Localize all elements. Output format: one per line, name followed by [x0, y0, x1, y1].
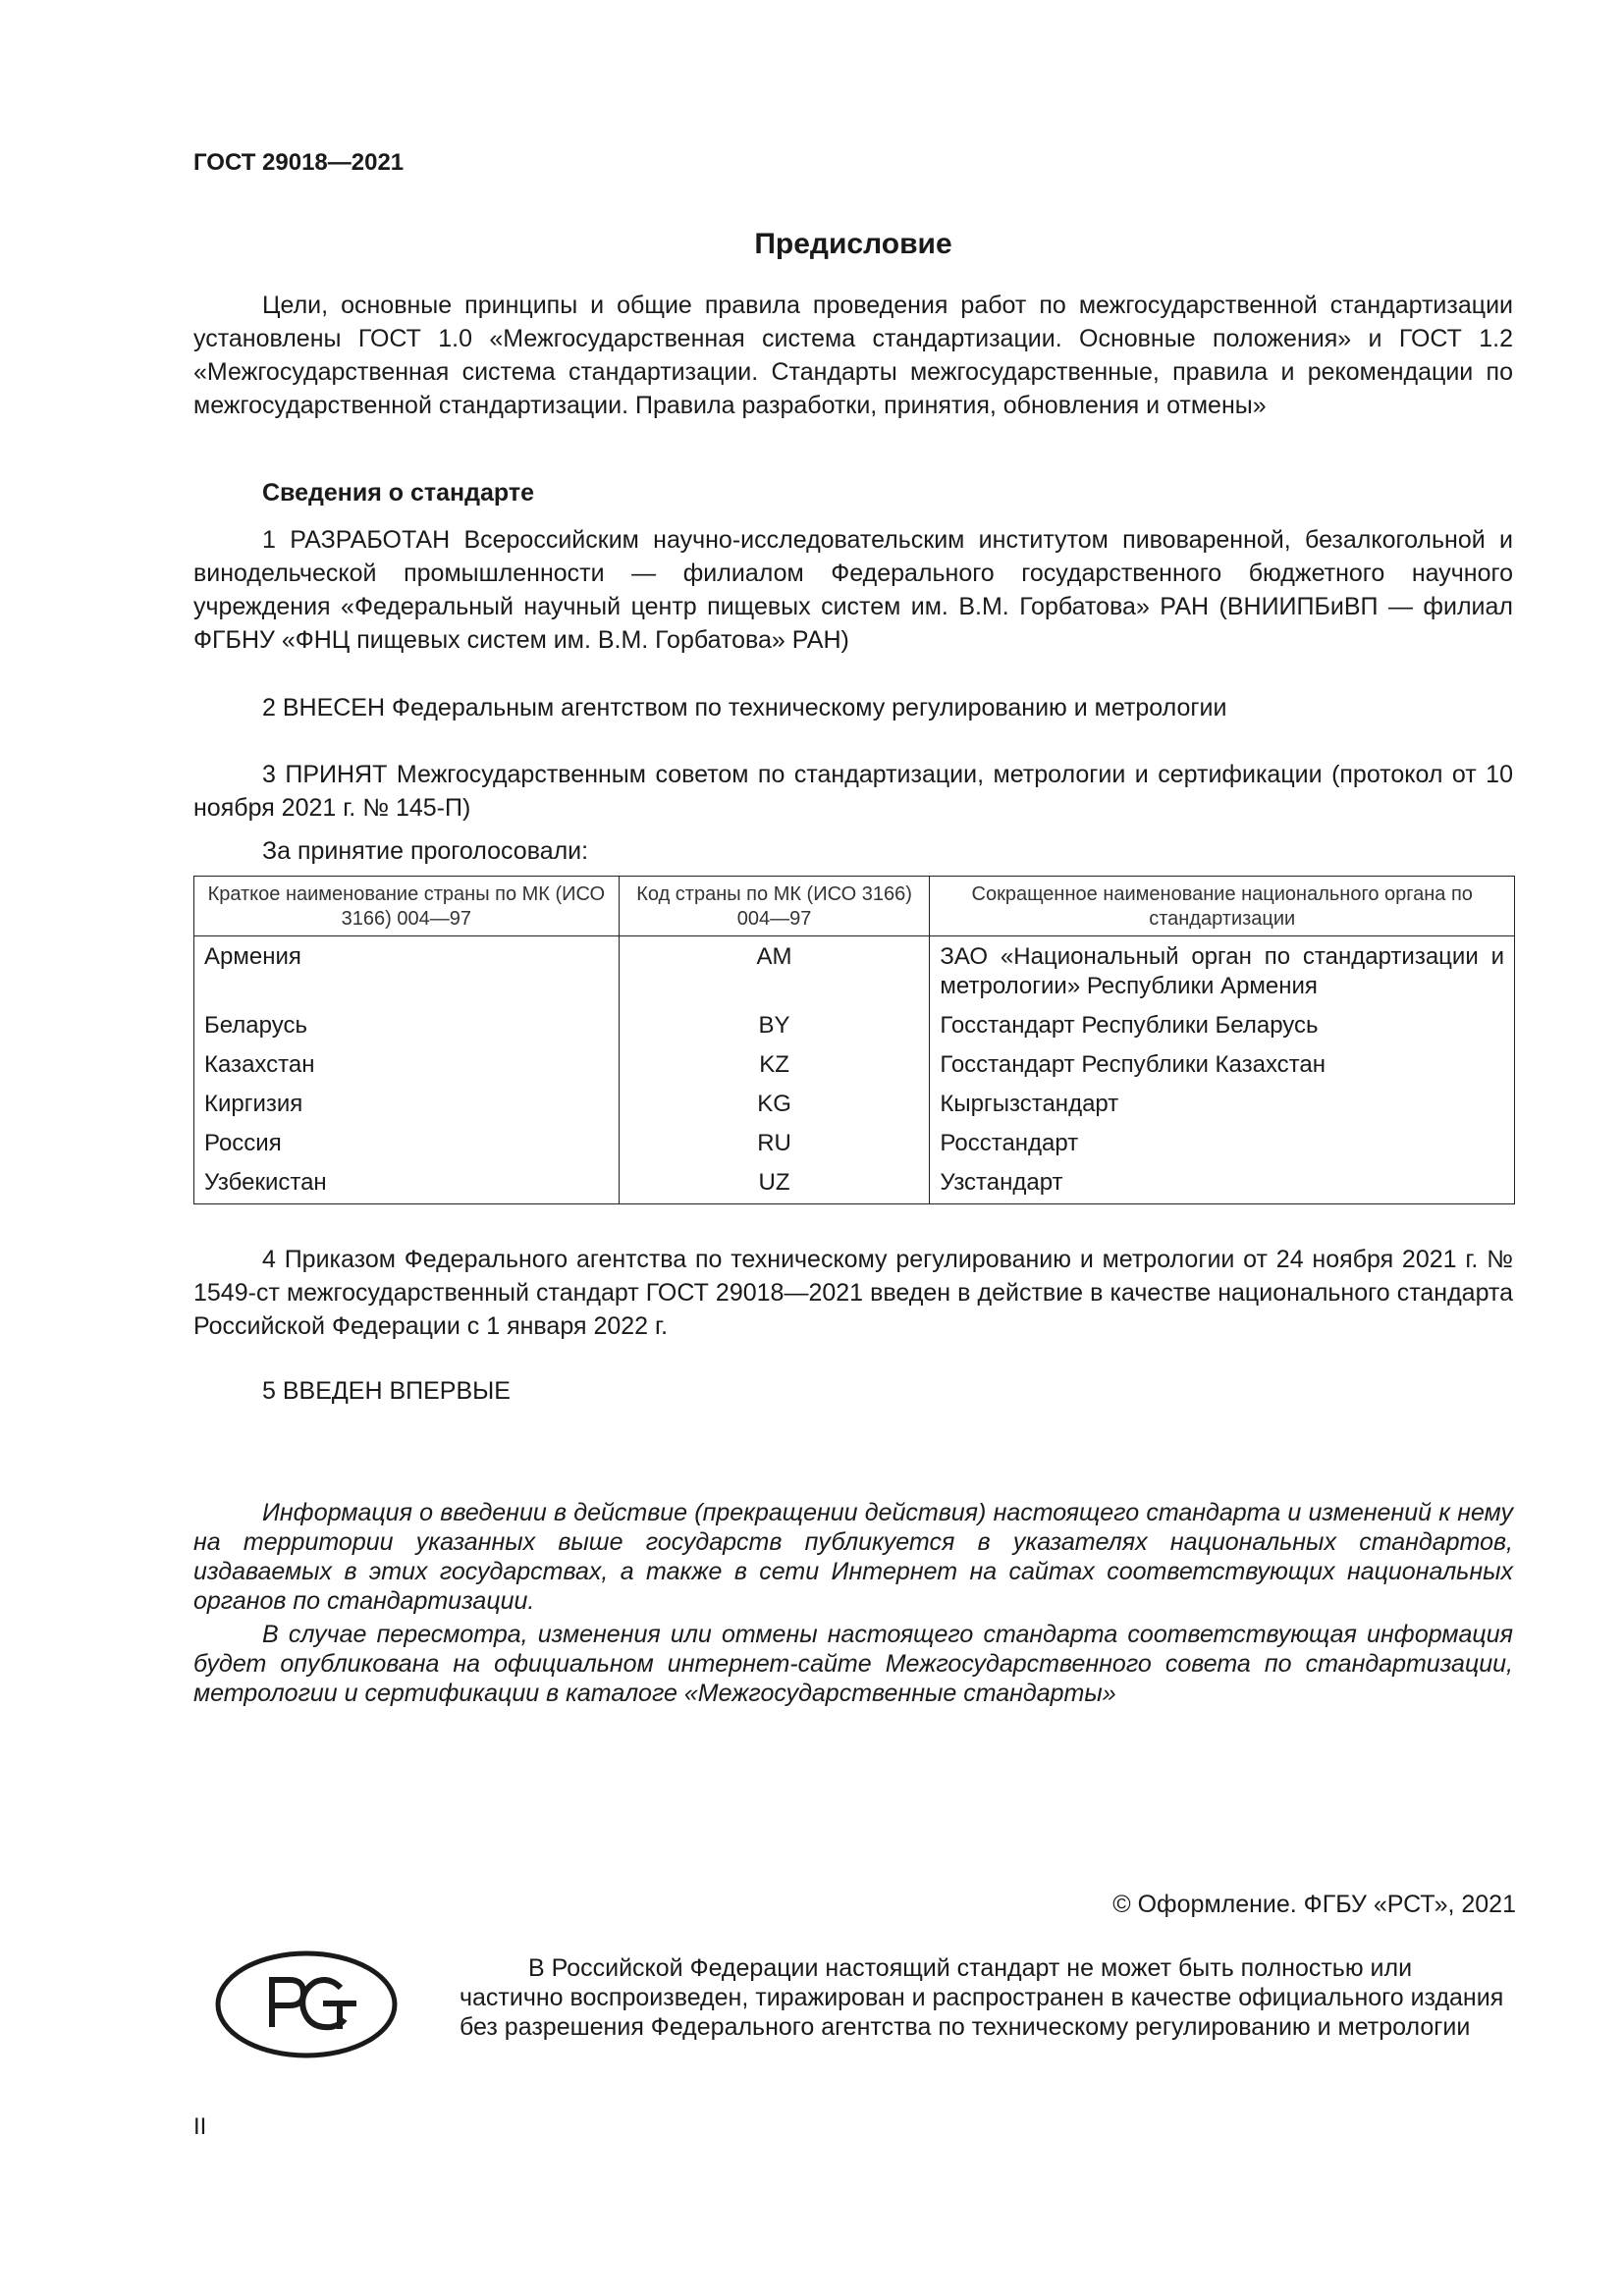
header-body: Сокращенное наименование национального органа по стандартизации: [930, 877, 1515, 936]
code-cell: UZ: [619, 1168, 930, 1204]
body-cell: Узстандарт: [930, 1168, 1515, 1204]
vote-label: За принятие проголосовали:: [262, 837, 589, 865]
code-cell: AM: [619, 936, 930, 1012]
rst-logo: [213, 1949, 400, 2061]
country-cell: Казахстан: [194, 1050, 620, 1090]
body-cell: Росстандарт: [930, 1129, 1515, 1168]
copyright-notice: © Оформление. ФГБУ «РСТ», 2021: [1112, 1891, 1516, 1918]
page-title: Предисловие: [754, 228, 952, 260]
table-row: [194, 1168, 1515, 1204]
header-country: Краткое наименование страны по МК (ИСО 3166) 004—97: [194, 877, 620, 936]
code-cell: KG: [619, 1090, 930, 1129]
item-developed: 1 РАЗРАБОТАН Всероссийским научно-исследовательским институтом пивоваренной, безалкогольной и винодельческой промышленности — филиалом Федерального государственного бюджетного научного учреждения «Федеральный научный центр пищевых систем им. В.М. Горбатова» РАН (ВНИИПБиВП — филиал ФГБНУ «ФНЦ пищевых систем им. В.М. Горбатова» РАН): [193, 526, 1513, 654]
body-cell: Госстандарт Республики Казахстан: [930, 1050, 1515, 1090]
item-first: 5 ВВЕДЕН ВПЕРВЫЕ: [262, 1377, 511, 1405]
code-cell: KZ: [619, 1050, 930, 1090]
rights-notice: В Российской Федерации настоящий стандарт не может быть полностью или частично воспроизведен, тиражирован и распространен в качестве официального издания без разрешения Федерального агентства по техническому регулированию и метрологии: [460, 1954, 1504, 2041]
body-cell: Кыргызстандарт: [930, 1090, 1515, 1129]
country-cell: Армения: [194, 936, 620, 1012]
table-row: [194, 1050, 1515, 1090]
table-row: [194, 1090, 1515, 1129]
info-paragraph-2: В случае пересмотра, изменения или отмены настоящего стандарта соответствующая информация будет опубликована на официальном интернет-сайте Межгосударственного совета по стандартизации, метрологии и сертификации в каталоге «Межгосударственные стандарты»: [193, 1621, 1513, 1707]
item-order: 4 Приказом Федерального агентства по техническому регулированию и метрологии от 24 ноября 2021 г. № 1549-ст межгосударственный стандарт ГОСТ 29018—2021 введен в действие в качестве национального стандарта Российской Федерации с 1 января 2022 г.: [193, 1246, 1513, 1340]
table-row: [194, 936, 1515, 1012]
item-adopted: 3 ПРИНЯТ Межгосударственным советом по стандартизации, метрологии и сертификации (протокол от 10 ноября 2021 г. № 145-П): [193, 761, 1513, 822]
country-cell: Киргизия: [194, 1090, 620, 1129]
vote-table: [193, 876, 1515, 1204]
item-submitted: 2 ВНЕСЕН Федеральным агентством по техническому регулированию и метрологии: [262, 694, 1227, 721]
country-cell: Беларусь: [194, 1011, 620, 1050]
code-cell: BY: [619, 1011, 930, 1050]
document-code: ГОСТ 29018—2021: [193, 149, 405, 176]
country-cell: Узбекистан: [194, 1168, 620, 1204]
body-cell: ЗАО «Национальный орган по стандартизации и метрологии» Республики Армения: [930, 936, 1515, 1012]
table-row: [194, 1011, 1515, 1050]
country-cell: Россия: [194, 1129, 620, 1168]
code-cell: RU: [619, 1129, 930, 1168]
page-number: II: [193, 2113, 207, 2140]
vote-table-header: [194, 877, 1515, 936]
info-paragraph-1: Информация о введении в действие (прекращении действия) настоящего стандарта и изменений к нему на территории указанных выше государств публикуется в указателях национальных стандартов, издаваемых в этих государствах, а также в сети Интернет на сайтах соответствующих национальных органов по стандартизации.: [193, 1499, 1513, 1615]
intro-paragraph: Цели, основные принципы и общие правила проведения работ по межгосударственной стандартизации установлены ГОСТ 1.0 «Межгосударственная система стандартизации. Основные положения» и ГОСТ 1.2 «Межгосударственная система стандартизации. Стандарты межгосударственные, правила и рекомендации по межгосударственной стандартизации. Правила разработки, принятия, обновления и отмены»: [193, 292, 1513, 419]
section-subheading: Сведения о стандарте: [262, 479, 535, 507]
table-row: [194, 1129, 1515, 1168]
body-cell: Госстандарт Республики Беларусь: [930, 1011, 1515, 1050]
header-code: Код страны по МК (ИСО 3166) 004—97: [619, 877, 930, 936]
